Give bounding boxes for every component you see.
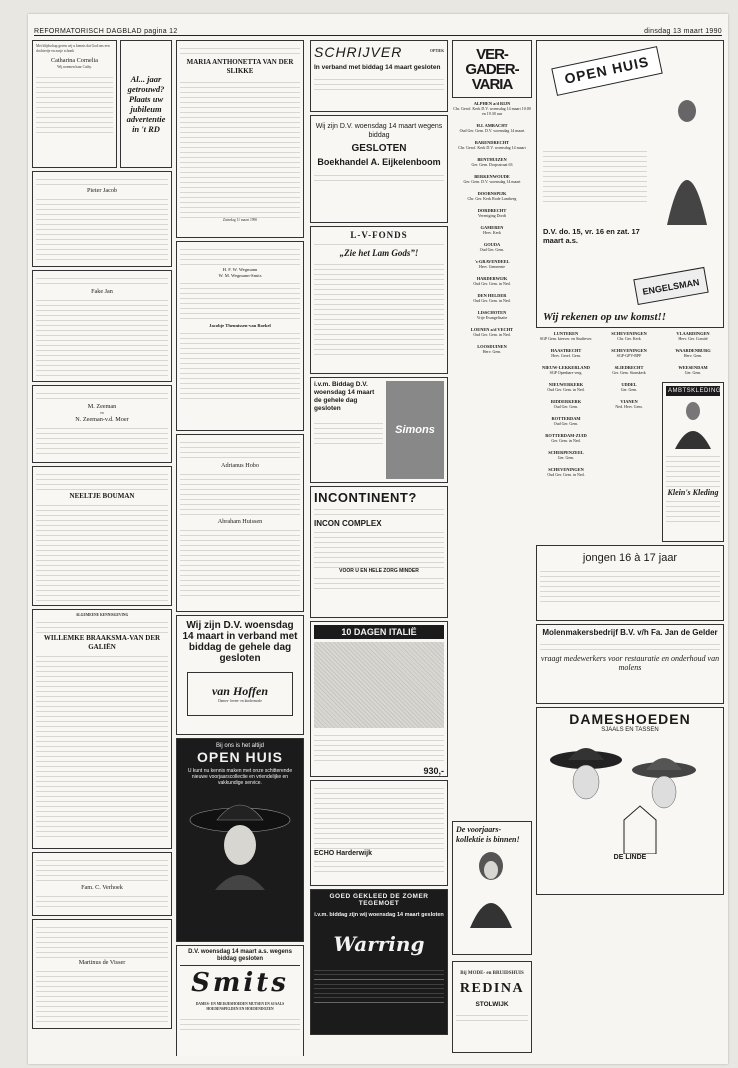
italy-trip-ad: 10 DAGEN ITALIË 930,- — [310, 621, 448, 777]
birth-notice-pieter: Pieter Jacob — [32, 171, 172, 267]
death-notice-braaksma: ALGEMEENE KENNISGEVING WILLEMKE BRAAKSMA-VAN DER GALIËN — [32, 609, 172, 849]
meeting-place: NIEUWERKERK — [548, 382, 584, 387]
meeting-detail: Chr. Gerof. Kerk D.V. woensdag 14 maart 10.00 en 19.30 uur — [453, 106, 531, 116]
jubileum-ad: Al... jaar getrouwd? Plaats uw jubileum advertentie in 't RD — [120, 40, 172, 168]
incontinent-ad: INCONTINENT? INCON COMPLEX VOOR U EN HELE ZORG MINDER — [310, 486, 448, 618]
glasses-icon — [314, 60, 354, 78]
meeting-item — [662, 365, 724, 379]
meeting-place: H.I. AMBACHT — [476, 123, 508, 128]
meeting-place: BENTHUIZEN — [477, 157, 507, 162]
meeting-detail: Oud Ger. Gem. in Ned. — [473, 298, 511, 303]
meeting-item — [536, 450, 596, 464]
meeting-item — [536, 348, 596, 362]
meeting-detail: Herv. Gemeente — [479, 264, 505, 269]
openhuis-tag: OPEN HUIS — [551, 46, 662, 96]
masthead-date: dinsdag 13 maart 1990 — [644, 28, 722, 35]
column-vergader-varia — [452, 40, 532, 1056]
meeting-item — [599, 365, 659, 379]
notices-wegmann-roekel: H. F. W. Wegmann W. M. Wegmann-Smits Jacobje Theunissen-van Roekel — [176, 241, 304, 431]
meeting-detail: Vereniging Dordt — [478, 213, 506, 218]
meeting-detail: Ger. Gem. D.V. woensdag 14 maart — [463, 179, 521, 184]
meeting-item — [662, 348, 724, 362]
baby-name: Catharina Cornelia — [51, 57, 98, 65]
meeting-place: SCHEVENINGEN — [611, 331, 647, 336]
meeting-detail: Herv. Gem. — [482, 349, 502, 354]
birth-notice-catharina: Met blijdschap geven wij u kennis dat God ons een dochtertje en zusje schonk Catharina Cornelia Wij noemen haar Cathy. — [32, 40, 117, 168]
meeting-detail: Oud Ger. Gem. in Ned. — [473, 281, 511, 286]
meeting-detail: Oud Ger. Gem. — [553, 421, 579, 426]
meeting-place: LOOSDUINEN — [477, 344, 507, 349]
vergader-varia-header: VER-GADER-VARIA — [452, 40, 532, 98]
simons-logo: Simons — [386, 381, 444, 479]
meeting-detail: Oud Ger. Gem. — [479, 247, 505, 252]
meeting-item — [599, 348, 659, 362]
meeting-detail: Herv. Ger. Comité — [678, 336, 708, 341]
meeting-item — [452, 191, 532, 205]
meeting-place: LOENEN a/d VECHT — [470, 327, 514, 332]
meeting-item — [452, 327, 532, 341]
couple-illustration — [657, 95, 717, 225]
meeting-detail: Oud Ger. Gem. in Ned. — [547, 472, 585, 477]
meeting-list-c — [662, 331, 724, 379]
death-notice-bouman: NEELTJE BOUMAN — [32, 466, 172, 606]
meeting-place: NIEUW-LEKKERLAND — [542, 365, 590, 370]
meeting-place: DORDRECHT — [477, 208, 507, 213]
meeting-list-a — [536, 331, 596, 545]
meeting-place: VLAARDINGEN — [676, 331, 710, 336]
fashion-woman-illustration — [456, 848, 526, 928]
meeting-place: BERKENWOUDE — [474, 174, 510, 179]
meeting-item — [452, 344, 532, 358]
engelsman-openhuis-ad: OPEN HUIS D.V. do. 15, vr. 16 en zat. 17 maart a.s. ENGELSMAN Wij rekenen op uw komst!! — [536, 40, 724, 328]
notices-hobo-huissen: Adrianus Hobo Abraham Huissen — [176, 434, 304, 612]
eijkelenboom-ad: Wij zijn D.V. woensdag 14 maart wegens biddag GESLOTEN Boekhandel A. Eijkelenboom — [310, 115, 448, 223]
newspaper-page — [28, 14, 728, 1064]
meeting-place: ROTTERDAM — [551, 416, 581, 421]
meeting-detail: Oud Ger. Gem. in Ned. — [547, 387, 585, 392]
thanks-verhoek: Fam. C. Verhoek — [32, 852, 172, 916]
meeting-item — [536, 416, 596, 430]
meeting-detail: Ger. Gem. — [620, 387, 638, 392]
meeting-detail: Herv. Kerk — [483, 230, 501, 235]
meeting-detail: Chr. Ger. Kerk — [617, 336, 641, 341]
vanhoffen-logo: van Hoffen Dames- heren- en kindermode — [187, 672, 293, 716]
meeting-place: LUNTEREN — [553, 331, 579, 336]
death-notice-vdslikke: MARIA ANTHONETTA VAN DER SLIKKE Zaterdag 11 maart 1990 — [176, 40, 304, 238]
meeting-place: WAARDENBURG — [675, 348, 711, 353]
meeting-item — [452, 157, 532, 171]
meeting-list-b — [599, 331, 659, 545]
meeting-detail: Chr. Ger. Kerk Rode Landweg — [467, 196, 517, 201]
death-notice-visser: Martinus de Visser — [32, 919, 172, 1029]
meeting-detail: SGP Gem. kiesver. en Studiever. — [539, 336, 593, 341]
schrijver-optiek-ad: SCHRIJVER OPTIEK In verband met biddag 14 maart gesloten — [310, 40, 448, 112]
meeting-item — [452, 174, 532, 188]
closed-ad-vanhoffen: Wij zijn D.V. woensdag 14 maart in verband met biddag de gehele dag gesloten van Hoffen Dames- heren- en kindermode — [176, 615, 304, 735]
meeting-place: GOUDA — [483, 242, 501, 247]
meeting-place: SCHEVENINGEN — [548, 467, 584, 472]
meeting-item — [536, 365, 596, 379]
meeting-place: BARENDRECHT — [474, 140, 510, 145]
klein-kleding-ad: AMBTSKLEDING Klein's Kleding — [662, 382, 724, 542]
hat-woman-illustration — [185, 790, 295, 890]
meeting-item — [452, 259, 532, 273]
warring-zomer-ad: GOED GEKLEED DE ZOMER TEGEMOET i.v.m. biddag zijn wij woensdag 14 maart gesloten Warring — [310, 889, 448, 1035]
openhuis-hats-ad: Bij ons is het altijd OPEN HUIS U kunt nu kennis maken met onze schitterende nieuwe voorjaarscollectie en vriendelijke en vakkundige service. — [176, 738, 304, 942]
de-linde-hats-ad: DAMESHOEDEN SJAALS EN TASSEN DE LINDE — [536, 707, 724, 895]
meeting-place: DEN HELDER — [477, 293, 507, 298]
meeting-item — [536, 433, 596, 447]
italy-photo — [314, 642, 444, 728]
meeting-item — [536, 331, 596, 345]
meeting-item — [452, 123, 532, 137]
hat-ladies-illustration — [540, 736, 710, 854]
meeting-item — [536, 399, 596, 413]
meeting-place: ROTTERDAM-ZUID — [545, 433, 587, 438]
column-right — [536, 40, 724, 1056]
lvfonds-ad: L-V-FONDS „Zie het Lam Gods”! — [310, 226, 448, 374]
redina-ad: Bij MODE- en BRUIDSHUIS REDINA STOLWIJK — [452, 961, 532, 1053]
meeting-place: SLIEDRECHT — [614, 365, 644, 370]
meeting-place: SCHEVENINGEN — [611, 348, 647, 353]
masthead-left: REFORMATORISCH DAGBLAD pagina 12 — [34, 28, 178, 35]
simons-ad: i.v.m. Biddag D.V. woensdag 14 maart de gehele dag gesloten Simons — [310, 377, 448, 483]
meeting-place: VIANEN — [620, 399, 638, 404]
suit-man-illustration — [667, 399, 719, 449]
meeting-item — [452, 276, 532, 290]
echo-harderwijk-ad: ECHO Harderwijk — [310, 780, 448, 886]
meeting-detail: SGP-GPV-RPF — [616, 353, 642, 358]
meeting-detail: Oud Ger. Gem. — [553, 404, 579, 409]
meeting-detail: Oud Ger. Gem. in Ned. — [473, 332, 511, 337]
meeting-place: GAMEREN — [480, 225, 504, 230]
meeting-item — [452, 293, 532, 307]
column-business-ads — [310, 40, 448, 1056]
meeting-item — [452, 140, 532, 154]
meeting-place: RIDDERKERK — [550, 399, 582, 404]
meeting-detail: Ger. Gem. — [684, 370, 702, 375]
meeting-place: HARDERWIJK — [476, 276, 508, 281]
meeting-detail: SGP Openbare verg. — [549, 370, 583, 375]
meeting-place: UDDEL — [621, 382, 637, 387]
meeting-place: LISSCHOTEN — [477, 310, 507, 315]
meeting-detail: Herv. Gem. — [683, 353, 703, 358]
smits-ad: D.V. woensdag 14 maart a.s. wegens biddag gesloten Smits DAMES- EN MEISJESHOEDEN MUTSEN EN SJAALS HOEDENSPELDEN EN HOEDENDOZEN — [176, 945, 304, 1056]
meeting-list — [452, 101, 532, 358]
meeting-item — [599, 331, 659, 345]
meeting-place: HAASTRECHT — [550, 348, 582, 353]
meeting-detail: Oud Ger. Gem. D.V. woensdag 14 maart — [459, 128, 525, 133]
meeting-item — [662, 331, 724, 345]
meeting-detail: Ger. Gem. in Ned. — [551, 438, 581, 443]
meeting-item — [599, 399, 659, 413]
meeting-place: 's-GRAVENDEEL — [474, 259, 510, 264]
meeting-item — [452, 242, 532, 256]
meeting-place: DOORNSPIJK — [477, 191, 507, 196]
molenmakers-ad: Molenmakersbedrijf B.V. v/h Fa. Jan de Gelder vraagt medewerkers voor restauratie en onderhoud van molens — [536, 624, 724, 704]
anniversary-zeeman: M. Zeeman en N. Zeeman-v.d. Moer — [32, 385, 172, 463]
meeting-place: SCHERPENZEEL — [548, 450, 584, 455]
meeting-item — [452, 208, 532, 222]
column-family-notices — [32, 40, 172, 1056]
meeting-detail: Ger. Gem. Sionskerk — [612, 370, 646, 375]
vacancy-jongen-ad: jongen 16 à 17 jaar — [536, 545, 724, 621]
meeting-detail: Ned. Herv. Gem. — [615, 404, 643, 409]
meeting-detail: Vrije Evangelisatie — [476, 315, 508, 320]
meeting-place: WEESENDAM — [678, 365, 708, 370]
meeting-item — [599, 382, 659, 396]
birth-notice-fake: Fake Jan — [32, 270, 172, 382]
meeting-detail: Herv. Geref. Gem. — [551, 353, 581, 358]
meeting-item — [452, 225, 532, 239]
meeting-detail: Ger. Gem. Dorpsstraat 63 — [471, 162, 513, 167]
voorjaar-kollektie-ad: De voorjaars-kollektie is binnen! — [452, 821, 532, 955]
masthead — [34, 22, 722, 36]
engelsman-logo: ENGELSMAN — [634, 267, 709, 305]
meeting-detail: Ger. Gem. — [557, 455, 575, 460]
meeting-item — [452, 101, 532, 120]
meeting-item — [536, 382, 596, 396]
meeting-item — [452, 310, 532, 324]
meeting-detail: Chr. Gerof. Kerk D.V. woensdag 14 maart — [458, 145, 526, 150]
meeting-item — [536, 467, 596, 481]
column-notices-and-ads — [176, 40, 304, 1056]
meeting-place: ALPHEN a/d RIJN — [473, 101, 511, 106]
